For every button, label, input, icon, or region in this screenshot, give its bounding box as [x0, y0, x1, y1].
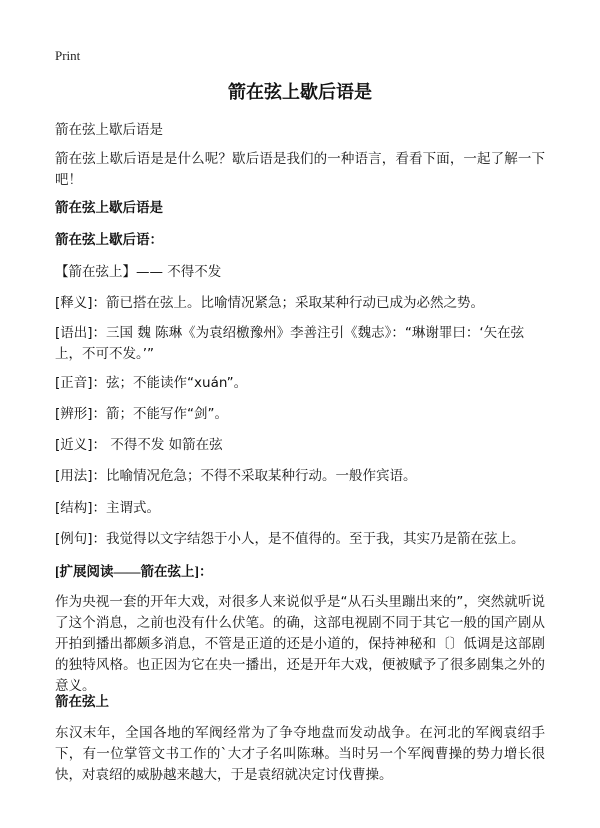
print-label: Print	[55, 48, 81, 63]
section-heading-1: 箭在弦上歇后语是	[55, 200, 163, 216]
entry-liju: [例句]：我觉得以文字结怨于小人，是不值得的。至于我，其实乃是箭在弦上。	[55, 531, 525, 547]
entry-yuchu: [语出]：三国 魏 陈琳《为袁绍檄豫州》李善注引《魏志》：“琳谢罪曰：‘矢在弦上，不可不发。’”	[55, 325, 525, 362]
section-heading-2: 箭在弦上歇后语：	[55, 232, 163, 248]
extended-reading-heading: [扩展阅读——箭在弦上]：	[55, 564, 213, 579]
entry-bianxing: [辨形]：箭；不能写作“剑”。	[55, 406, 229, 422]
entry-yongfa: [用法]：比喻情况危急；不得不采取某种行动。一般作宾语。	[55, 468, 417, 484]
story-paragraph: 东汉末年，全国各地的军阀经常为了争夺地盘而发动战争。在河北的军阀袁绍手下，有一位掌管文书工作的`大才子名叫陈琳。当时另一个军阀曹操的势力增长很快，对袁绍的威胁越来越大，于是袁绍就决定讨伐曹操。	[55, 725, 545, 783]
entry-shiyi: [释义]：箭已搭在弦上。比喻情况紧急；采取某种行动已成为必然之势。	[55, 295, 485, 311]
page-title: 箭在弦上歇后语是	[228, 82, 372, 103]
entry-jinyi: [近义]： 不得不发 如箭在弦	[55, 437, 223, 453]
idiom-phrase: 【箭在弦上】—— 不得不发	[55, 264, 222, 280]
intro-line: 箭在弦上歇后语是	[55, 122, 163, 138]
entry-jiegou: [结构]：主谓式。	[55, 500, 161, 516]
story-heading: 箭在弦上	[55, 694, 109, 710]
extended-reading-paragraph: 作为央视一套的开年大戏，对很多人来说似乎是“从石头里蹦出来的”，突然就听说了这个消息，之前也没有什么伏笔。的确，这部电视剧不同于其它一般的国产剧从开拍到播出都颇多消息，不管是正道的还是小道的，保持神秘和〔〕低调是这部剧的独特风格。也正因为它在央一播出，还是开年大戏，便被赋予了很多剧集之外的意义。	[55, 594, 545, 694]
intro-paragraph: 箭在弦上歇后语是是什么呢？歇后语是我们的一种语言，看看下面，一起了解一下吧！	[55, 151, 545, 188]
entry-zhengyin: [正音]：弦；不能读作“xuán”。	[55, 375, 248, 391]
